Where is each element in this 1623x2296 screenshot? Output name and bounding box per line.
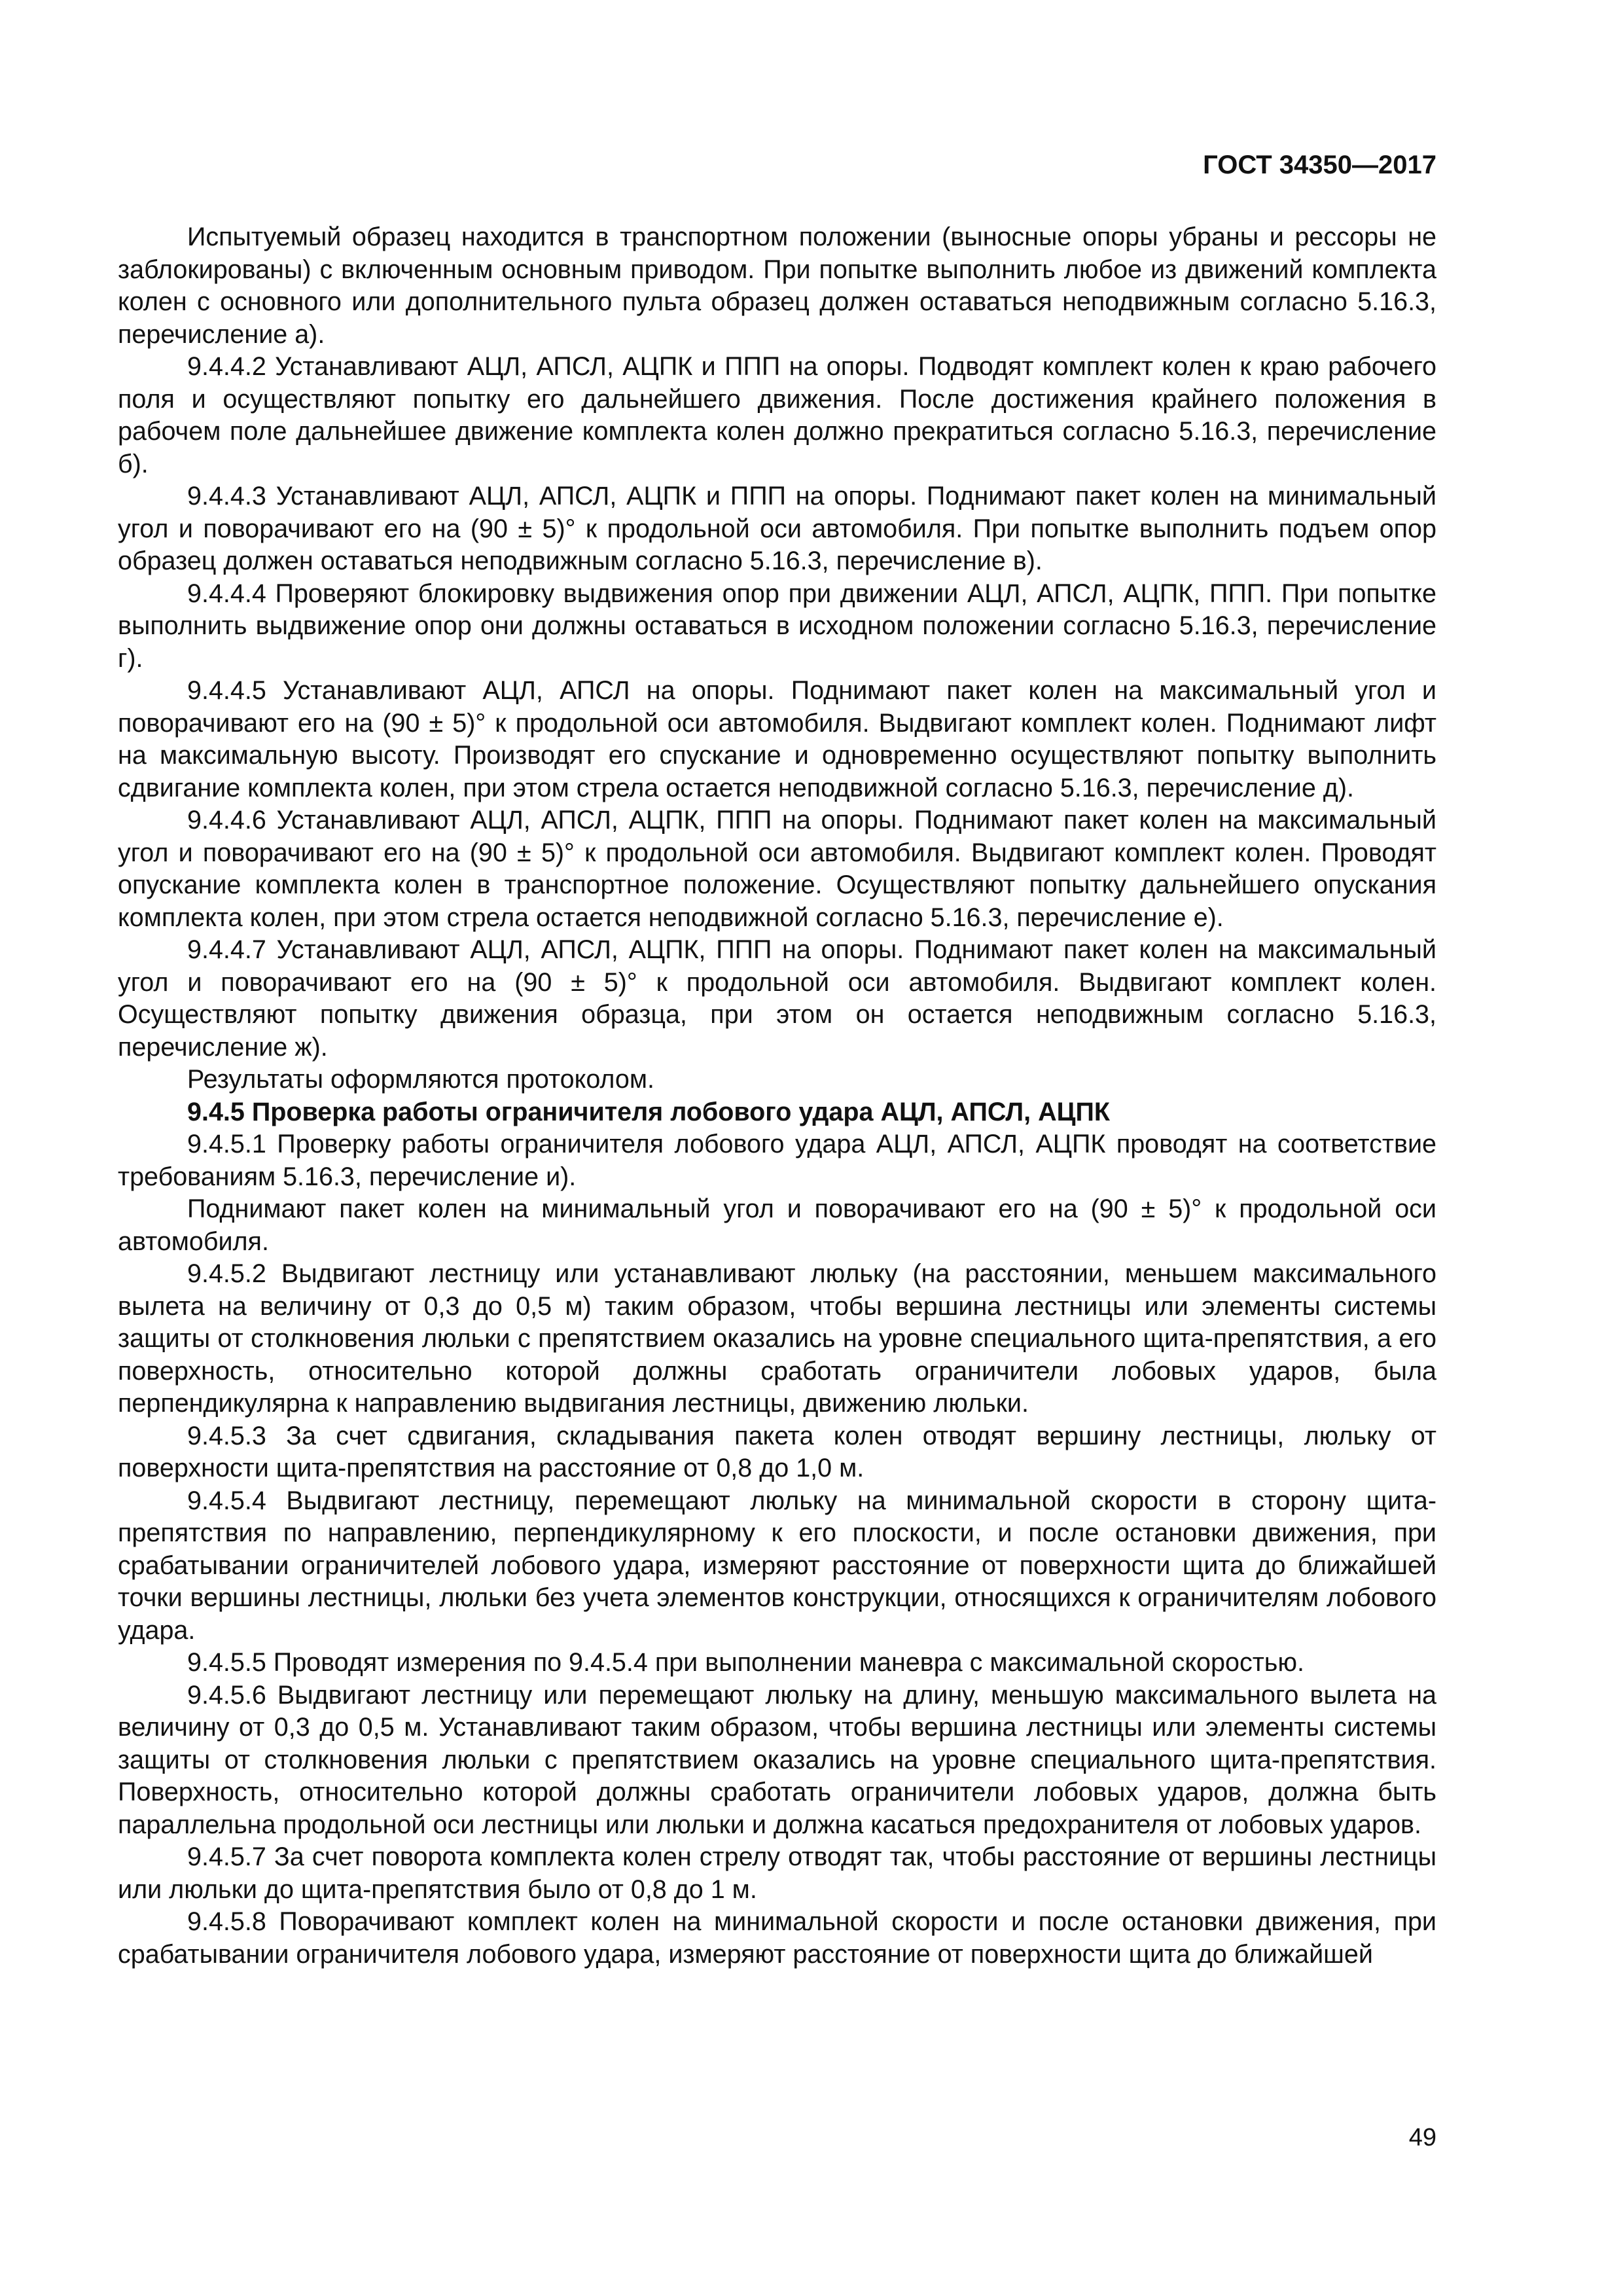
paragraph: 9.4.5.6 Выдвигают лестницу или перемещают люльку на длину, меньшую максимального вылета на величину от 0,3 до 0,5 м. Устанавливают таким образом, чтобы вершина лестницы или элементы системы защиты от столкновения люльки с препятствием оказались на уровне специального щита-препятствия. Поверхность, относительно которой должны сработать ограничители лобовых ударов, должна быть параллельна продольной оси лестницы или люльки и должна касаться предохранителя от лобовых ударов. [118,1680,1436,1839]
paragraph: 9.4.5.5 Проводят измерения по 9.4.5.4 при выполнении маневра с максимальной скоростью. [187,1648,1304,1677]
paragraph: 9.4.5.3 За счет сдвигания, складывания пакета колен отводят вершину лестницы, люльку от поверхности щита-препятствия на расстояние от 0,8 до 1,0 м. [118,1421,1436,1482]
page-number: 49 [1408,2124,1436,2151]
paragraph: Испытуемый образец находится в транспортном положении (выносные опоры убраны и рессоры не заблокированы) с включенным основным приводом. При попытке выполнить любое из движений комплекта колен с основного или дополнительного пульта образец должен оставаться неподвижным согласно 5.16.3, перечисление а). [118,223,1436,349]
paragraph: 9.4.5.1 Проверку работы ограничителя лобового удара АЦЛ, АПСЛ, АЦПК проводят на соответствие требованиям 5.16.3, перечисление и). [118,1130,1436,1191]
paragraph: 9.4.5.8 Поворачивают комплект колен на минимальной скорости и после остановки движения, при срабатывании ограничителя лобового удара, измеряют расстояние от поверхности щита до ближайшей [118,1907,1436,1969]
paragraph: 9.4.4.3 Устанавливают АЦЛ, АПСЛ, АЦПК и ППП на опоры. Поднимают пакет колен на минимальный угол и поворачивают его на (90 ± 5)° к продольной оси автомобиля. При попытке выполнить подъем опор образец должен оставаться неподвижным согласно 5.16.3, перечисление в). [118,482,1436,575]
paragraph: 9.4.4.4 Проверяют блокировку выдвижения опор при движении АЦЛ, АПСЛ, АЦПК, ППП. При попытке выполнить выдвижение опор они должны оставаться в исходном положении согласно 5.16.3, перечисление г). [118,579,1436,673]
paragraph: 9.4.4.2 Устанавливают АЦЛ, АПСЛ, АЦПК и ППП на опоры. Подводят комплект колен к краю рабочего поля и осуществляют попытку его дальнейшего движения. После достижения крайнего положения в рабочем поле дальнейшее движение комплекта колен должно прекратиться согласно 5.16.3, перечисление б). [118,352,1436,478]
paragraph: 9.4.4.5 Устанавливают АЦЛ, АПСЛ на опоры. Поднимают пакет колен на максимальный угол и поворачивают его на (90 ± 5)° к продольной оси автомобиля. Выдвигают комплект колен. Поднимают лифт на максимальную высоту. Производят его спускание и одновременно осуществляют попытку выполнить сдвигание комплекта колен, при этом стрела остается неподвижной согласно 5.16.3, перечисление д). [118,676,1436,802]
paragraph: Поднимают пакет колен на минимальный угол и поворачивают его на (90 ± 5)° к продольной оси автомобиля. [118,1194,1436,1256]
document-body [118,221,1436,1971]
paragraph: 9.4.5.7 За счет поворота комплекта колен стрелу отводят так, чтобы расстояние от вершины лестницы или люльки до щита-препятствия было от 0,8 до 1 м. [118,1842,1436,1904]
paragraph: Результаты оформляются протоколом. [187,1065,655,1094]
standard-header: ГОСТ 34350—2017 [1203,151,1436,179]
paragraph: 9.4.5.2 Выдвигают лестницу или устанавливают люльку (на расстоянии, меньшем максимального вылета на величину от 0,3 до 0,5 м) таким образом, чтобы вершина лестницы или элементы системы защиты от столкновения люльки с препятствием оказались на уровне специального щита-препятствия, а его поверхность, относительно которой должны сработать ограничители лобовых ударов, была перпендикулярна к направлению выдвигания лестницы, движению люльки. [118,1259,1436,1418]
paragraph: 9.4.4.7 Устанавливают АЦЛ, АПСЛ, АЦПК, ППП на опоры. Поднимают пакет колен на максимальный угол и поворачивают его на (90 ± 5)° к продольной оси автомобиля. Выдвигают комплект колен. Осуществляют попытку движения образца, при этом он остается неподвижным согласно 5.16.3, перечисление ж). [118,935,1436,1062]
section-heading: 9.4.5 Проверка работы ограничителя лобового удара АЦЛ, АПСЛ, АЦПК [187,1097,1110,1126]
paragraph: 9.4.5.4 Выдвигают лестницу, перемещают люльку на минимальной скорости в сторону щита-препятствия по направлению, перпендикулярному к его плоскости, и после остановки движения, при срабатывании ограничителей лобового удара, измеряют расстояние от поверхности щита до ближайшей точки вершины лестницы, люльки без учета элементов конструкции, относящихся к ограничителям лобового удара. [118,1486,1436,1645]
paragraph: 9.4.4.6 Устанавливают АЦЛ, АПСЛ, АЦПК, ППП на опоры. Поднимают пакет колен на максимальный угол и поворачивают его на (90 ± 5)° к продольной оси автомобиля. Выдвигают комплект колен. Проводят опускание комплекта колен в транспортное положение. Осуществляют попытку дальнейшего опускания комплекта колен, при этом стрела остается неподвижной согласно 5.16.3, перечисление е). [118,806,1436,932]
